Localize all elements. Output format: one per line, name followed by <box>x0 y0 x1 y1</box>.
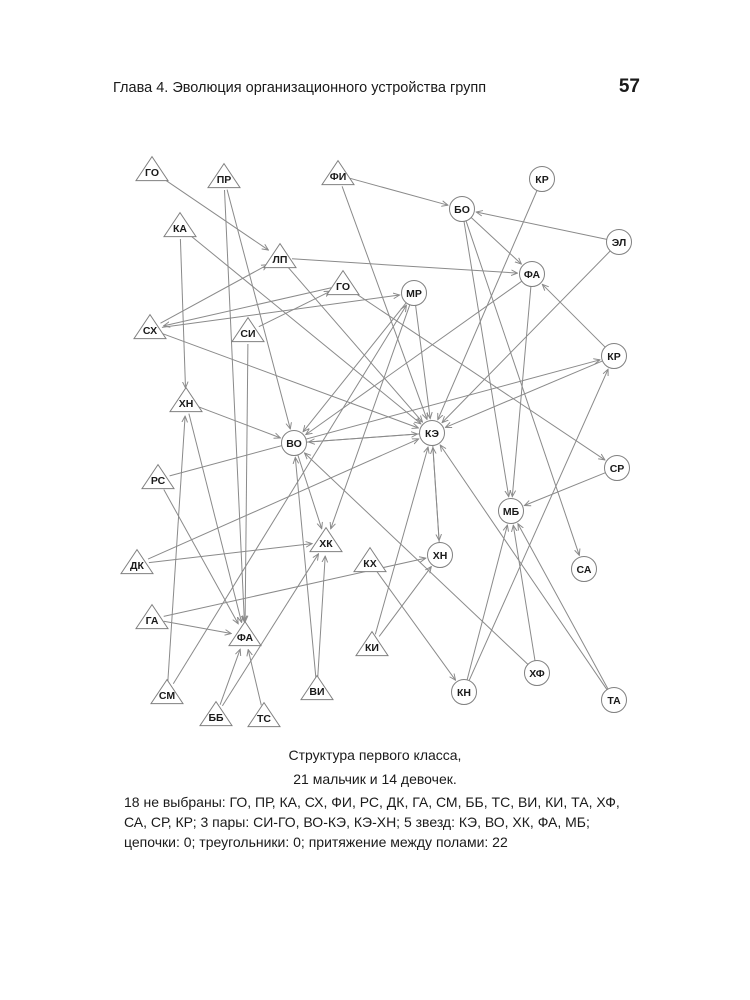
node-sm <box>151 680 183 704</box>
node-layer <box>121 157 632 727</box>
node-label: КЭ <box>424 428 440 440</box>
node-label: СХ <box>142 325 158 337</box>
edge-ki-to-xn2 <box>379 567 431 637</box>
node-ta <box>602 688 627 713</box>
chapter-title: Глава 4. Эволюция организационного устройства групп <box>113 80 487 96</box>
node-fa1 <box>520 262 545 287</box>
node-vo <box>282 431 307 456</box>
node-go1 <box>136 157 168 181</box>
edge-mr-to-xk <box>331 305 410 529</box>
edge-xn1-to-vo <box>197 406 280 438</box>
node-label: КА <box>173 223 187 235</box>
edge-sx-to-ke <box>161 333 418 428</box>
node-kr2 <box>602 344 627 369</box>
node-label: ФА <box>523 269 541 281</box>
edge-si-to-fa2 <box>245 344 248 622</box>
edge-xf-to-vo <box>305 453 528 664</box>
node-vi <box>301 676 333 700</box>
edge-xf-to-mb <box>513 525 535 660</box>
figure-caption-line-1: Структура первого класса, <box>288 747 462 763</box>
node-label: ЛП <box>272 254 288 266</box>
edge-kn-to-mb <box>467 525 507 680</box>
node-ki <box>356 632 388 656</box>
node-go2 <box>327 271 359 295</box>
node-label: ПР <box>216 174 232 186</box>
edge-mr-to-vo <box>303 303 406 432</box>
node-xn1 <box>170 388 202 412</box>
node-ts <box>248 703 280 727</box>
node-sa <box>572 557 597 582</box>
node-bo <box>450 197 475 222</box>
node-label: КИ <box>365 642 379 654</box>
node-label: БО <box>454 204 470 216</box>
node-ka <box>164 213 196 237</box>
node-ke <box>420 421 445 446</box>
node-label: РС <box>150 475 166 487</box>
node-el <box>607 230 632 255</box>
node-label: КН <box>457 687 471 699</box>
node-mb <box>499 499 524 524</box>
node-xn2 <box>428 543 453 568</box>
node-sx <box>134 315 166 339</box>
node-label: КХ <box>363 558 377 570</box>
node-label: ЭЛ <box>611 237 627 249</box>
edge-el-to-bo <box>476 212 607 239</box>
edge-sr-to-mb <box>524 473 605 506</box>
node-kn <box>452 680 477 705</box>
edge-dk-to-ke <box>148 439 419 559</box>
node-label: ГО <box>145 167 159 179</box>
edge-ts-to-fa2 <box>248 650 261 706</box>
node-dk <box>121 550 153 574</box>
edge-sm-to-mr <box>173 305 406 684</box>
edge-fa1-to-mb <box>512 287 531 497</box>
structure-summary <box>124 792 634 852</box>
node-rs <box>142 465 174 489</box>
node-kx <box>354 548 386 572</box>
edge-kr2-to-fa1 <box>542 284 605 347</box>
edge-fi-to-bo <box>350 178 448 205</box>
node-label: ВО <box>286 438 302 450</box>
node-label: ФА <box>236 632 254 644</box>
node-label: МР <box>406 288 422 300</box>
node-label: СИ <box>240 328 256 340</box>
node-label: ТС <box>257 713 271 725</box>
edge-bo-to-mb <box>464 221 509 496</box>
node-label: МБ <box>502 506 520 518</box>
node-label: ХН <box>178 398 194 410</box>
page-number: 57 <box>618 76 640 97</box>
figure-caption-line-2: 21 мальчик и 14 девочек. <box>293 771 457 787</box>
node-label: КР <box>535 174 549 186</box>
edge-mr-to-ke <box>416 305 431 418</box>
node-fi <box>322 161 354 185</box>
node-label: ДК <box>130 560 144 572</box>
edge-xn2-to-ke <box>433 448 439 543</box>
edge-ga-to-xn2 <box>164 558 426 616</box>
node-label: ХК <box>319 538 333 550</box>
node-pr <box>208 164 240 188</box>
node-lp <box>264 244 296 268</box>
node-label: СР <box>609 463 625 475</box>
node-label: ХФ <box>529 668 545 680</box>
edge-ka-to-ke <box>189 235 420 424</box>
edge-vi-to-vo <box>295 457 316 678</box>
edge-go1-to-lp <box>162 178 269 250</box>
node-label: ВИ <box>309 686 325 698</box>
edge-dk-to-xk <box>149 544 312 563</box>
node-label: ББ <box>208 712 224 724</box>
node-label: ГО <box>336 281 350 293</box>
edge-vi-to-xk <box>318 556 326 678</box>
node-label: ХН <box>432 550 448 562</box>
node-mr <box>402 281 427 306</box>
edge-ga-to-fa2 <box>164 621 231 633</box>
node-xk <box>310 528 342 552</box>
edge-sx-to-mr <box>162 295 400 327</box>
node-kr1 <box>530 167 555 192</box>
node-si <box>232 318 264 342</box>
edge-pr-to-fa2 <box>225 190 245 622</box>
node-label: СА <box>576 564 592 576</box>
node-fa2 <box>229 622 261 646</box>
edge-rs-to-kr2 <box>170 360 600 476</box>
node-label: КР <box>607 351 621 363</box>
node-label: ТА <box>607 695 621 707</box>
node-bb <box>200 702 232 726</box>
edge-xn1-to-fa2 <box>189 414 242 623</box>
edge-layer <box>145 178 610 706</box>
edge-ka-to-xn1 <box>180 239 185 388</box>
edge-kr2-to-ke <box>445 361 602 428</box>
node-label: ГА <box>145 615 159 627</box>
node-label: ФИ <box>329 171 347 183</box>
edge-bb-to-xk <box>222 554 318 706</box>
node-xf <box>525 661 550 686</box>
summary-line-3: цепочки: 0; треугольники: 0; притяжение между полами: 22 <box>124 834 508 850</box>
summary-line-2: СА, СР, КР; 3 пары: СИ-ГО, ВО-КЭ, КЭ-ХН; 5 звезд: КЭ, ВО, ХК, ФА, МБ; <box>124 814 590 830</box>
node-label: СМ <box>158 690 176 702</box>
node-ga <box>136 605 168 629</box>
summary-line-1: 18 не выбраны: ГО, ПР, КА, СХ, ФИ, РС, ДК, ГА, СМ, ББ, ТС, ВИ, КИ, ТА, ХФ, <box>124 794 620 810</box>
edge-bb-to-fa2 <box>220 649 240 705</box>
node-sr <box>605 456 630 481</box>
edge-lp-to-fa1 <box>292 259 518 273</box>
